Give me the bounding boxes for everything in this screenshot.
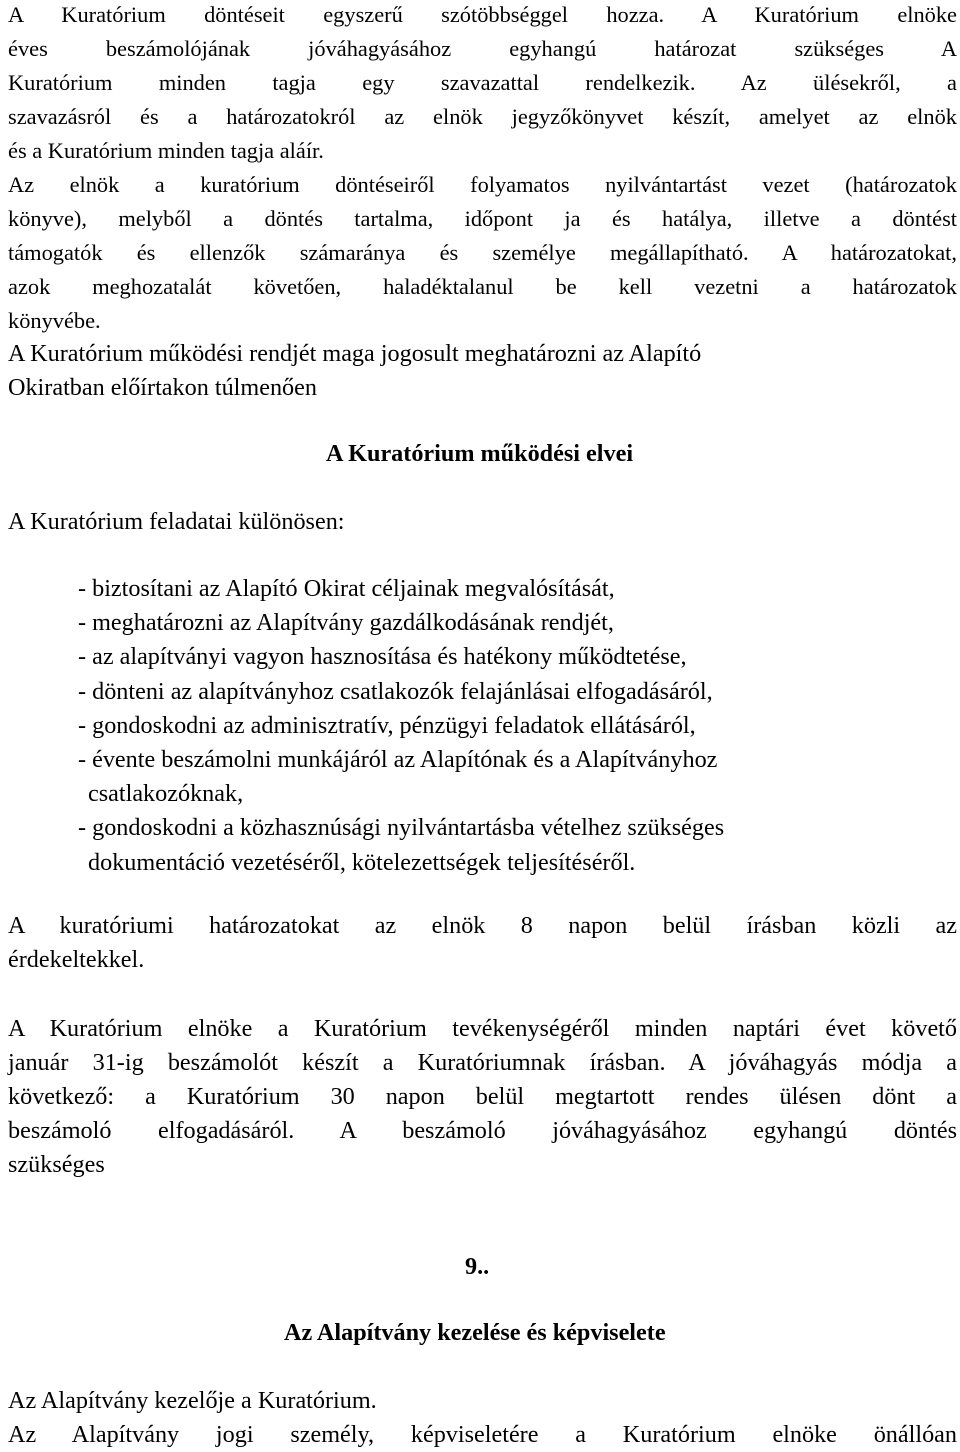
list-item: - biztosítani az Alapító Okirat céljainak megvalósítását, [78, 575, 615, 602]
text-line: A Kuratórium működési rendjét maga jogosult meghatározni az Alapító [8, 340, 702, 367]
section-title: Az Alapítvány kezelése és képviselete [284, 1319, 666, 1346]
text-line: azok meghozatalát követően, haladéktalanul be kell vezetni a határozatok [8, 274, 957, 299]
text-line: Az elnök a kuratórium döntéseiről folyamatos nyilvántartást vezet (határozatok [8, 172, 957, 197]
text-line: könyve), melyből a döntés tartalma, időpont ja és hatálya, illetve a döntést [8, 206, 957, 231]
text-line: beszámoló elfogadásáról. A beszámoló jóváhagyásához egyhangú döntés [8, 1117, 957, 1144]
text-line: A kuratóriumi határozatokat az elnök 8 napon belül írásban közli az [8, 912, 957, 939]
list-item: dokumentáció vezetéséről, kötelezettségek teljesítéséről. [88, 848, 636, 876]
text-line: Az Alapítvány kezelője a Kuratórium. [8, 1387, 377, 1414]
paragraph-annual-report [8, 1012, 957, 1182]
text-line: január 31-ig beszámolót készít a Kuratóriumnak írásban. A jóváhagyás módja a [8, 1049, 957, 1076]
text-line: szükséges [8, 1151, 105, 1178]
paragraph-resolutions-register [8, 168, 957, 338]
text-line: szavazásról és a határozatokról az elnök jegyzőkönyvet készít, amelyet az elnök [8, 104, 957, 129]
heading-operating-principles: A Kuratórium működési elvei [326, 440, 634, 467]
list-item: - az alapítványi vagyon hasznosítása és hatékony működtetése, [78, 643, 687, 671]
list-item: - meghatározni az Alapítvány gazdálkodásának rendjét, [78, 609, 614, 637]
list-item: - évente beszámolni munkájáról az Alapítónak és a Alapítványhoz [78, 746, 718, 774]
paragraph-voting-rules [8, 0, 957, 168]
text-line: Okiratban előírtakon túlmenően [8, 374, 317, 401]
text-line: könyvébe. [8, 308, 101, 333]
paragraph-representation [8, 1384, 957, 1452]
list-item: - dönteni az alapítványhoz csatlakozók felajánlásai elfogadásáról, [78, 677, 713, 705]
list-item: - gondoskodni az adminisztratív, pénzügyi feladatok ellátásáról, [78, 711, 696, 739]
text-line: A Kuratórium elnöke a Kuratórium tevékenységéről minden naptári évet követő [8, 1015, 957, 1042]
text-line: támogatók és ellenzők számaránya és személye megállapítható. A határozatokat, [8, 240, 957, 265]
text-line: éves beszámolójának jóváhagyásához egyhangú határozat szükséges A [8, 36, 957, 61]
list-item: csatlakozóknak, [88, 780, 244, 808]
tasks-list [78, 572, 724, 880]
section-number: 9.. [465, 1253, 490, 1280]
paragraph-operating-order [8, 337, 957, 405]
text-line: érdekeltekkel. [8, 946, 145, 973]
text-line: Az Alapítvány jogi személy, képviseletére a Kuratórium elnöke önállóan [8, 1421, 957, 1448]
list-item: - gondoskodni a közhasznúsági nyilvántartásba vételhez szükséges [78, 814, 725, 842]
text-line: következő: a Kuratórium 30 napon belül megtartott rendes ülésen dönt a [8, 1083, 957, 1110]
text-line: és a Kuratórium minden tagja aláír. [8, 138, 324, 163]
tasks-intro: A Kuratórium feladatai különösen: [8, 508, 345, 535]
text-line: A Kuratórium döntéseit egyszerű szótöbbséggel hozza. A Kuratórium elnöke [8, 2, 957, 27]
paragraph-notification [8, 909, 957, 977]
text-line: Kuratórium minden tagja egy szavazattal rendelkezik. Az ülésekről, a [8, 70, 957, 95]
